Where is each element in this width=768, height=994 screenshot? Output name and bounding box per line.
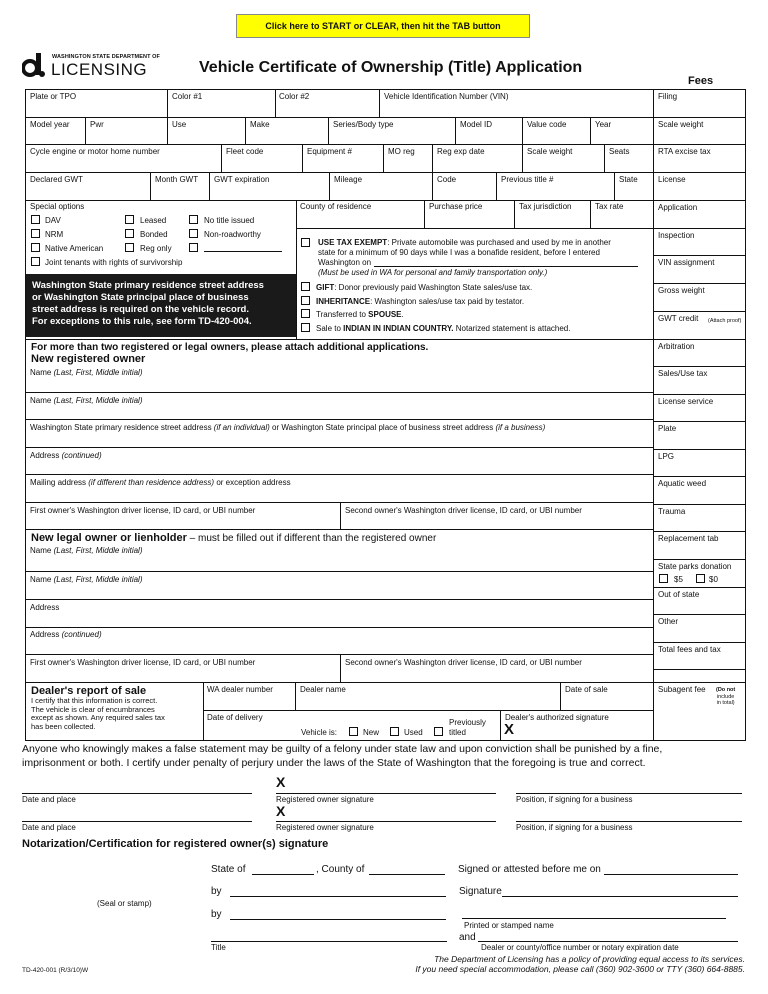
gift-checkbox[interactable] <box>301 282 310 291</box>
year-label: Year <box>595 120 612 129</box>
previously-titled-checkbox[interactable] <box>434 727 443 736</box>
perjury-warning: Anyone who knowingly makes a false statement may be guilty of a felony under state law and upon conviction shall be punished by a fine, imprisonment or both. I certify under penalty of perjury under the laws of the State of Washington that the foregoing is true and correct. <box>22 743 663 769</box>
fee-label-arbitration: Arbitration <box>658 342 695 351</box>
legal-owner-name-2-label: Name (Last, First, Middle initial) <box>30 575 143 584</box>
gift-head: GIFT <box>316 283 335 292</box>
fee-row-divider <box>653 449 746 450</box>
legal-owner-address-label: Address <box>30 603 60 612</box>
address-requirement-box <box>26 274 296 337</box>
reg-owner-name-2-label: Name (Last, First, Middle initial) <box>30 396 143 405</box>
leased-label: Leased <box>140 216 167 225</box>
notary-by-1-label: by <box>211 886 222 897</box>
fee-row-divider <box>653 559 746 560</box>
use-tax-exempt-checkbox[interactable] <box>301 238 310 247</box>
parks-5-checkbox[interactable] <box>659 574 668 583</box>
date-place-1-label: Date and place <box>22 795 76 804</box>
use-tax-text-2: state for a minimum of 90 days while I was a bonafide resident, before I entered <box>318 248 600 257</box>
series-label: Series/Body type <box>333 120 394 129</box>
dealer-report-heading: Dealer's report of sale <box>31 685 147 697</box>
inheritance-head: INHERITANCE <box>316 297 371 306</box>
legal-owner-heading: New legal owner or lienholder – must be filled out if different than the registered owner <box>31 532 437 544</box>
dav-label: DAV <box>45 216 61 225</box>
previously-label: Previously <box>449 718 486 727</box>
legal-first-owner-dl-label: First owner's Washington driver license, ID card, or UBI number <box>30 658 256 667</box>
use-tax-head: USE TAX EXEMPT <box>318 238 388 247</box>
fee-label-scale-weight: Scale weight <box>658 120 704 129</box>
fee-row-divider <box>653 669 746 670</box>
reg-owner-sig-x-1: X <box>276 774 286 790</box>
county-of-label: , County of <box>316 864 365 875</box>
fee-label-gwt-credit: GWT credit <box>658 314 699 323</box>
other-option-line[interactable] <box>204 251 282 252</box>
vehicle-new-label: New <box>363 728 380 737</box>
fee-label-plate: Plate <box>658 424 677 433</box>
position-2-line[interactable] <box>516 821 742 822</box>
gift-text: : Donor previously paid Washington State sales/use tax. <box>334 283 533 292</box>
form-title: Vehicle Certificate of Ownership (Title) Application <box>199 59 583 76</box>
bonded-label: Bonded <box>140 230 168 239</box>
fee-row-divider <box>653 421 746 422</box>
reg-owner-name-1-label: Name (Last, First, Middle initial) <box>30 368 143 377</box>
date-of-sale-label: Date of sale <box>565 685 608 694</box>
start-clear-button[interactable] <box>236 14 530 38</box>
reg-owner-sig-1-line[interactable] <box>276 793 496 794</box>
dealer-cert-text: I certify that this information is correct. The vehicle is clear of encumbrances except as shown. Any required sales tax has been collected. <box>31 696 165 731</box>
fee-row-divider <box>653 200 746 201</box>
fee-label-license-service: License service <box>658 397 714 406</box>
date-place-1-line[interactable] <box>22 793 252 794</box>
native-american-checkbox[interactable] <box>31 243 40 252</box>
fee-label-state-parks-donation: State parks donation <box>658 562 732 571</box>
declared-gwt-label: Declared GWT <box>30 175 83 184</box>
fee-row-divider <box>653 339 746 340</box>
color2-label: Color #2 <box>279 92 310 101</box>
fee-row-divider <box>653 366 746 367</box>
notary-by-2-line[interactable] <box>230 919 446 920</box>
accessibility-policy: The Department of Licensing has a policy of providing equal access to its services. If you need special accommodation, please call (360) 902-3600 or TTY (360) 664-8885. <box>415 954 745 974</box>
agency-small-text: WASHINGTON STATE DEPARTMENT OF <box>52 54 161 60</box>
dealer-signature-x: X <box>504 721 515 738</box>
fee-row-divider <box>653 144 746 145</box>
dealer-signature-label: Dealer's authorized signature <box>505 713 609 722</box>
reg-owner-address-label: Washington State primary residence street address (if an individual) or Washington State principal place of business street address (if a business) <box>30 423 546 432</box>
pwr-label: Pwr <box>90 120 104 129</box>
seal-stamp-label: (Seal or stamp) <box>97 899 152 908</box>
nrm-checkbox[interactable] <box>31 229 40 238</box>
fee-label-subagent-fee: Subagent fee <box>658 685 706 694</box>
titled-label: titled <box>449 728 466 737</box>
notary-signature-line[interactable] <box>502 896 738 897</box>
more-owners-note: For more than two registered or legal owners, please attach additional applications. <box>31 342 429 353</box>
black-box-line-4: For exceptions to this rule, see form TD-420-004. <box>32 316 252 327</box>
vehicle-is-label: Vehicle is: <box>301 728 338 737</box>
legal-owner-name-1-label: Name (Last, First, Middle initial) <box>30 546 143 555</box>
fee-label-trauma: Trauma <box>658 507 686 516</box>
notarization-heading: Notarization/Certification for registered owner(s) signature <box>22 838 329 850</box>
new-registered-owner-heading: New registered owner <box>31 353 146 365</box>
reg-exp-label: Reg exp date <box>437 147 485 156</box>
indian-post: Notarized statement is attached. <box>453 324 571 333</box>
start-button-label: Click here to START or CLEAR, then hit the TAB button <box>265 21 501 31</box>
tax-rate-label: Tax rate <box>595 202 624 211</box>
spouse-head: SPOUSE <box>368 310 402 319</box>
printed-name-label: Printed or stamped name <box>464 921 554 930</box>
non-roadworthy-label: Non-roadworthy <box>204 230 261 239</box>
fee-row-divider <box>653 117 746 118</box>
printed-name-line[interactable] <box>462 918 726 919</box>
notary-by-2-label: by <box>211 909 222 920</box>
indian-pre: Sale to <box>316 324 344 333</box>
color1-label: Color #1 <box>172 92 203 101</box>
fee-row-divider <box>653 682 746 683</box>
other-option-checkbox[interactable] <box>189 243 198 252</box>
gwt-credit-note: (Attach proof) <box>708 318 742 324</box>
parks-0-checkbox[interactable] <box>696 574 705 583</box>
use-label: Use <box>172 120 187 129</box>
notary-by-1-line[interactable] <box>230 896 446 897</box>
vehicle-used-checkbox[interactable] <box>390 727 399 736</box>
date-of-delivery-label: Date of delivery <box>207 713 263 722</box>
vehicle-new-checkbox[interactable] <box>349 727 358 736</box>
state-label: State <box>619 175 638 184</box>
agency-big-text: LICENSING <box>51 60 148 79</box>
reg-owner-address-cont-label: Address (continued) <box>30 451 102 460</box>
black-box-line-3: street address is required on the vehicle record. <box>32 304 249 315</box>
spouse-post: . <box>401 310 404 319</box>
position-2-label: Position, if signing for a business <box>516 823 633 832</box>
fee-label-filing: Filing <box>658 92 678 101</box>
reg-only-checkbox[interactable] <box>125 243 134 252</box>
model-year-label: Model year <box>30 120 70 129</box>
joint-tenants-label: Joint tenants with rights of survivorship <box>45 258 183 267</box>
tax-jurisdiction-label: Tax jurisdiction <box>519 202 572 211</box>
parks-5-label: $5 <box>674 575 683 584</box>
fee-row-divider <box>653 531 746 532</box>
joint-tenants-checkbox[interactable] <box>31 257 40 266</box>
make-label: Make <box>250 120 270 129</box>
fleet-code-label: Fleet code <box>226 147 264 156</box>
parks-0-label: $0 <box>709 575 718 584</box>
gift-line <box>316 283 532 292</box>
fee-row-divider <box>653 476 746 477</box>
model-id-label: Model ID <box>460 120 493 129</box>
spouse-pre: Transferred to <box>316 310 369 319</box>
use-tax-date-line[interactable] <box>374 266 638 267</box>
spouse-line <box>316 310 404 319</box>
dol-logo <box>22 52 172 80</box>
reg-owner-sig-1-label: Registered owner signature <box>276 795 374 804</box>
inheritance-checkbox[interactable] <box>301 296 310 305</box>
fee-row-divider <box>653 283 746 284</box>
fees-header: Fees <box>688 75 714 87</box>
fee-label-lpg: LPG <box>658 452 675 461</box>
month-gwt-label: Month GWT <box>155 175 199 184</box>
mailing-address-label: Mailing address (if different than residence address) or exception address <box>30 478 291 487</box>
inheritance-text: : Washington sales/use tax paid by testator. <box>370 297 525 306</box>
notary-signature-label: Signature <box>459 886 502 897</box>
reg-owner-sig-2-label: Registered owner signature <box>276 823 374 832</box>
gwt-expiration-label: GWT expiration <box>214 175 270 184</box>
fee-row-divider <box>653 587 746 588</box>
black-box-line-1: Washington State primary residence street address <box>32 280 264 291</box>
no-title-label: No title issued <box>204 216 255 225</box>
plate-label: Plate or TPO <box>30 92 77 101</box>
black-box-line-2: or Washington State principal place of business <box>32 292 249 303</box>
legal-owner-address-cont-label: Address (continued) <box>30 630 102 639</box>
reg-owner-sig-x-2: X <box>276 803 286 819</box>
fee-row-divider <box>653 614 746 615</box>
bonded-checkbox[interactable] <box>125 229 134 238</box>
no-title-checkbox[interactable] <box>189 215 198 224</box>
fee-row-divider <box>653 504 746 505</box>
fee-label-other: Other <box>658 617 679 626</box>
use-tax-line-1 <box>318 238 611 247</box>
reg-owner-sig-2-line[interactable] <box>276 821 496 822</box>
vin-label: Vehicle Identification Number (VIN) <box>384 92 509 101</box>
fee-row-divider <box>653 311 746 312</box>
fee-label-rta-excise-tax: RTA excise tax <box>658 147 711 156</box>
use-tax-note-line <box>318 268 547 277</box>
indian-country-checkbox[interactable] <box>301 323 310 332</box>
dealer-name-label: Dealer name <box>300 685 346 694</box>
code-label: Code <box>437 175 457 184</box>
fee-label-sales-use-tax: Sales/Use tax <box>658 369 708 378</box>
non-roadworthy-checkbox[interactable] <box>189 229 198 238</box>
fee-label-replacement-tab: Replacement tab <box>658 534 719 543</box>
state-of-line[interactable] <box>252 874 314 875</box>
inheritance-line <box>316 297 524 306</box>
fee-row-divider <box>653 172 746 173</box>
state-of-label: State of <box>211 864 246 875</box>
fee-label-application: Application <box>658 203 698 212</box>
purchase-price-label: Purchase price <box>429 202 483 211</box>
reg-first-owner-dl-label: First owner's Washington driver license, ID card, or UBI number <box>30 506 256 515</box>
wa-dealer-number-label: WA dealer number <box>207 685 273 694</box>
date-place-2-line[interactable] <box>22 821 252 822</box>
county-of-line[interactable] <box>369 874 445 875</box>
fee-label-gross-weight: Gross weight <box>658 286 705 295</box>
spouse-checkbox[interactable] <box>301 309 310 318</box>
use-tax-text-1: : Private automobile was purchased and used by me in another <box>387 238 611 247</box>
indian-head: INDIAN IN INDIAN COUNTRY. <box>343 324 454 333</box>
position-1-line[interactable] <box>516 793 742 794</box>
dealer-county-label: Dealer or county/office number or notary expiration date <box>481 943 679 952</box>
subagent-note: (Do not include in total) <box>716 687 736 706</box>
previous-title-label: Previous title # <box>501 175 554 184</box>
fee-row-divider <box>653 394 746 395</box>
fee-label-aquatic-weed: Aquatic weed <box>658 479 707 488</box>
vehicle-used-label: Used <box>404 728 423 737</box>
signed-before-label: Signed or attested before me on <box>458 864 601 875</box>
fee-label-total-fees-and-tax: Total fees and tax <box>658 645 721 654</box>
signed-before-line[interactable] <box>604 874 738 875</box>
notary-title-label: Title <box>211 943 226 952</box>
fee-label-license: License <box>658 175 686 184</box>
position-1-label: Position, if signing for a business <box>516 795 633 804</box>
legal-second-owner-dl-label: Second owner's Washington driver license, ID card, or UBI number <box>345 658 582 667</box>
reg-second-owner-dl-label: Second owner's Washington driver license, ID card, or UBI number <box>345 506 582 515</box>
fee-label-out-of-state: Out of state <box>658 590 700 599</box>
county-label: County of residence <box>300 202 372 211</box>
fee-row-divider <box>653 228 746 229</box>
fee-label-inspection: Inspection <box>658 231 695 240</box>
reg-only-label: Reg only <box>140 244 172 253</box>
use-tax-note: (Must be used in WA for personal and family transportation only.) <box>318 268 548 277</box>
native-american-label: Native American <box>45 244 104 253</box>
scale-weight-label: Scale weight <box>527 147 573 156</box>
mileage-label: Mileage <box>334 175 363 184</box>
use-tax-text-3: Washington on <box>318 258 372 267</box>
fee-label-vin-assignment: VIN assignment <box>658 258 715 267</box>
leased-checkbox[interactable] <box>125 215 134 224</box>
mo-reg-label: MO reg <box>388 147 415 156</box>
fee-row-divider <box>653 642 746 643</box>
notary-title-line[interactable] <box>211 941 447 942</box>
fee-row-divider <box>653 255 746 256</box>
form-frame <box>25 89 746 741</box>
indian-country-line <box>316 324 570 333</box>
value-code-label: Value code <box>527 120 567 129</box>
nrm-label: NRM <box>45 230 64 239</box>
form-number: TD-420-001 (R/3/10)W <box>22 967 89 974</box>
dol-logo-mark <box>22 52 46 78</box>
notary-and-label: and <box>459 932 476 943</box>
date-place-2-label: Date and place <box>22 823 76 832</box>
equipment-label: Equipment # <box>307 147 352 156</box>
special-options-label: Special options <box>30 202 85 211</box>
cycle-engine-label: Cycle engine or motor home number <box>30 147 160 156</box>
dav-checkbox[interactable] <box>31 215 40 224</box>
seats-label: Seats <box>609 147 630 156</box>
dealer-county-line[interactable] <box>478 941 738 942</box>
